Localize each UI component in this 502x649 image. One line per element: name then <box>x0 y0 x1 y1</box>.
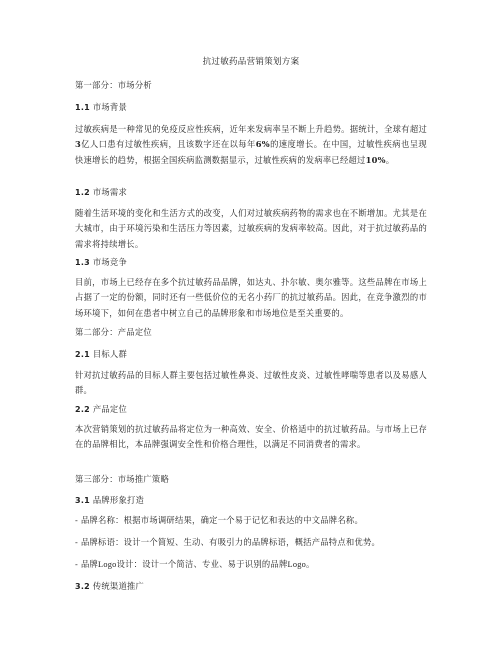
section-number: 2.2 <box>75 405 90 414</box>
section-title: 市场需求 <box>92 187 128 197</box>
paragraph-number: 6% <box>255 139 270 150</box>
section-1-2-heading <box>75 186 427 199</box>
paragraph-number: 10% <box>365 154 386 165</box>
list-text: 。 <box>306 559 315 569</box>
section-3-2-heading <box>75 580 427 593</box>
list-item-brand-slogan: - 品牌标语：设计一个简短、生动、有吸引力的品牌标语，概括产品特点和优势。 <box>75 537 381 547</box>
section-number: 1.1 <box>75 103 90 112</box>
part3-title: 第三部分：市场推广策略 <box>75 474 170 484</box>
section-title: 传统渠道推广 <box>92 581 145 591</box>
list-item-brand-logo <box>75 557 427 572</box>
section-1-1-heading <box>75 101 427 114</box>
section-1-3-heading <box>75 256 427 269</box>
part2-title: 第二部分：产品定位 <box>75 327 152 337</box>
paragraph-text: 。 <box>385 154 395 165</box>
section-number: 3.2 <box>75 582 90 591</box>
section-title: 市场背景 <box>92 102 128 112</box>
section-title: 品牌形象打造 <box>92 495 145 505</box>
section-2-2-heading <box>75 403 427 416</box>
list-text: Logo <box>98 560 117 569</box>
section-3-1-heading <box>75 494 427 507</box>
paragraph-number: 3 <box>75 139 82 150</box>
section-number: 3.1 <box>75 496 90 505</box>
paragraph-text: 亿人口患有过敏性疾病，且该数字还在以每年 <box>81 139 256 150</box>
section-title: 产品定位 <box>92 404 128 414</box>
section-1-3-paragraph: 目前，市场上已经存在多个抗过敏药品品牌，如达丸、扑尔敏、奥尔雅等。这些品牌在市场上占据了一定的份额，同时还有一些低价位的无名小药厂的抗过敏药品。因此，在竞争激烈的市场环境下，如何在患者中树立自己的品牌形象和市场地位是至关重要的。 <box>75 277 427 318</box>
section-2-2-paragraph: 本次营销策划的抗过敏药品将定位为一种高效、安全、价格适中的抗过敏药品。与市场上已存在的品牌相比，本品牌强调安全性和价格合理性，以满足不同消费者的需求。 <box>75 424 427 450</box>
document-title: 抗过敏药品营销策划方案 <box>202 57 300 67</box>
section-1-1-paragraph <box>75 122 427 168</box>
list-item-brand-name: - 品牌名称：根据市场调研结果，确定一个易于记忆和表达的中文品牌名称。 <box>75 515 363 525</box>
paragraph-text: 的速度增长。在中国，过敏性疾病也呈现快速增长的趋势，根据全国疾病监测数据显示，过敏性疾病的发病率已经超过 <box>75 139 427 165</box>
section-1-2-paragraph: 随着生活环境的变化和生活方式的改变，人们对过敏疾病药物的需求也在不断增加。尤其是在大城市，由于环境污染和生活压力等因素，过敏疾病的发病率较高。因此，对于抗过敏药品的需求将持续增长。 <box>75 208 427 249</box>
paragraph-text: 过敏疾病是一种常见的免疫反应性疾病，近年来发病率呈不断上升趋势。据统计，全球有超过 <box>75 124 427 134</box>
section-title: 市场竞争 <box>92 257 128 267</box>
list-text: 设计：设计一个简洁、专业、易于识别的品牌 <box>116 559 288 569</box>
list-text: - 品牌 <box>75 559 99 569</box>
section-2-1-heading <box>75 348 427 361</box>
list-text: Logo <box>287 560 307 569</box>
part1-title: 第一部分：市场分析 <box>75 80 152 90</box>
section-number: 2.1 <box>75 350 90 359</box>
section-title: 目标人群 <box>92 349 128 359</box>
section-number: 1.3 <box>75 258 90 267</box>
section-2-1-paragraph: 针对抗过敏药品的目标人群主要包括过敏性鼻炎、过敏性皮炎、过敏性哮喘等患者以及易感人群。 <box>75 370 427 396</box>
section-number: 1.2 <box>75 188 90 197</box>
